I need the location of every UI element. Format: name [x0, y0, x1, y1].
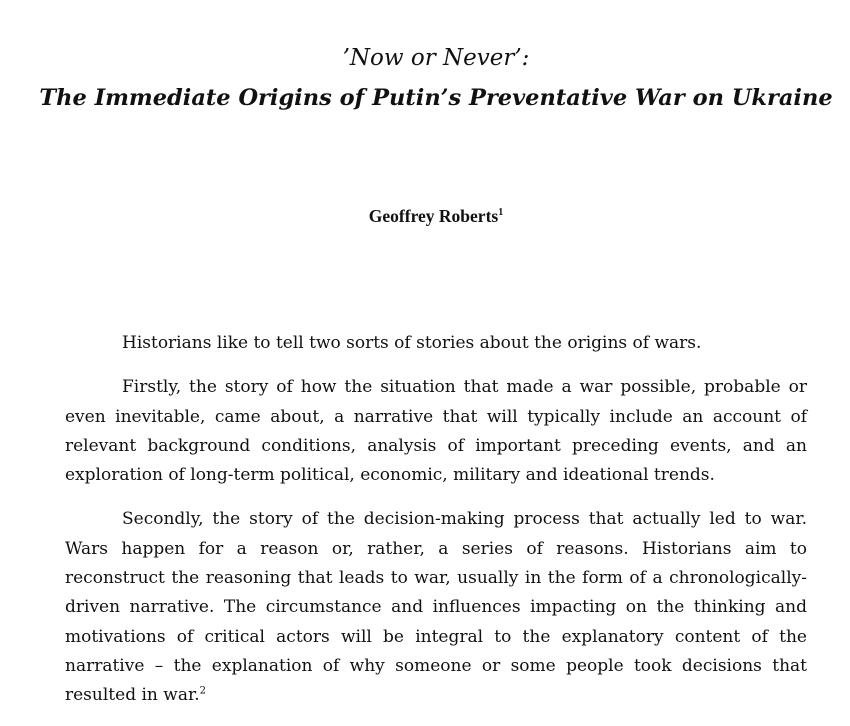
- body-text: [65, 329, 807, 726]
- paragraph-3: [65, 505, 807, 710]
- paragraph-2-text: Firstly, the story of how the situation that made a war possible, probable or even inevitable, came about, a narrative that will typically include an account of relevant background conditions, analysis of important preceding events, and an exploration of long-term political, economic, military and ideational trends.: [65, 377, 807, 486]
- paragraph-1-text: Historians like to tell two sorts of stories about the origins of wars.: [122, 333, 702, 353]
- paragraph-2: [65, 373, 807, 490]
- title-line-2: The Immediate Origins of Putin’s Preventative War on Ukraine: [39, 85, 833, 111]
- author-name: Geoffrey Roberts: [368, 206, 499, 226]
- title-line-1: ’Now or Never’:: [342, 45, 530, 71]
- paragraph-3-footnote-ref[interactable]: 2: [199, 685, 206, 697]
- author-byline: [0, 205, 850, 227]
- paragraph-1: [65, 329, 807, 358]
- author-footnote-ref[interactable]: 1: [498, 207, 504, 219]
- paper-title: [0, 38, 850, 118]
- paragraph-3-text: Secondly, the story of the decision-making process that actually led to war. Wars happen for a reason or, rather, a series of reasons. Historians aim to reconstruct the reasoning that leads to war, usually in the form of a chronologically-driven narrative. The circumstance and influences impacting on the thinking and motivations of critical actors will be integral to the explanatory content of the narrative – the explanation of why someone or some people took decisions that resulted in war.: [65, 509, 807, 706]
